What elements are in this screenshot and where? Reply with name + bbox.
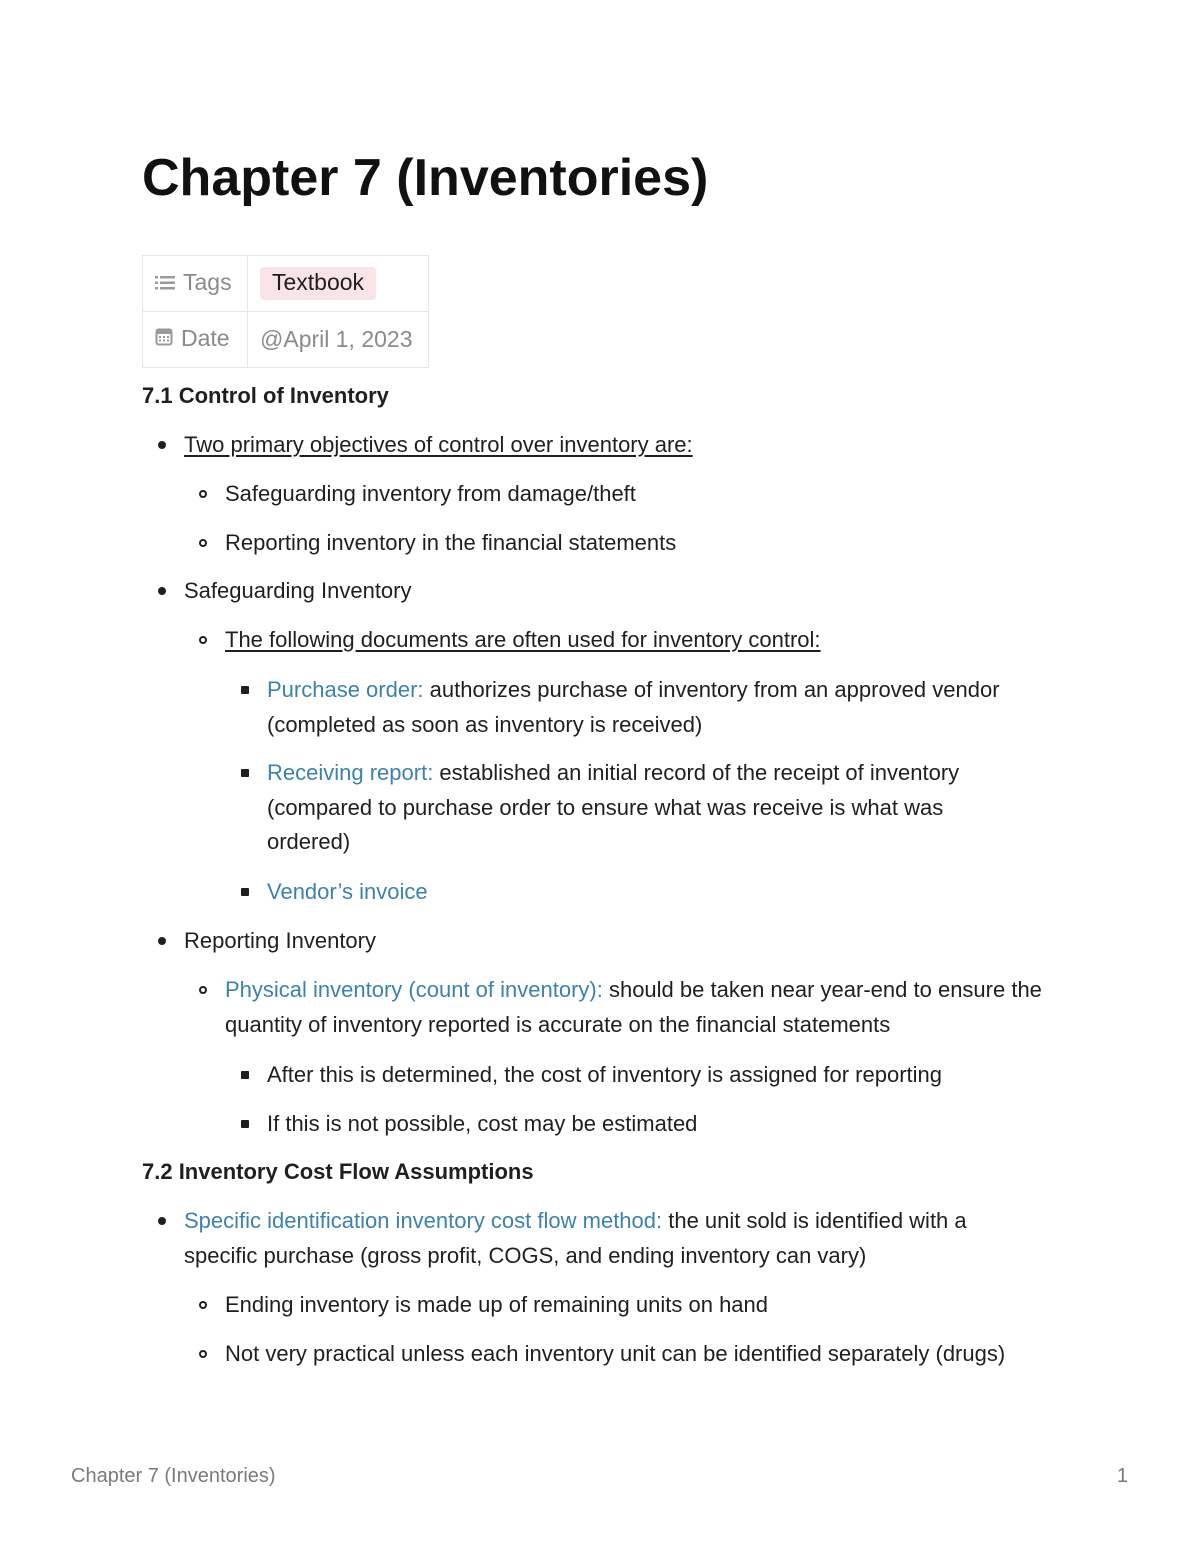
bullet-disc [158,587,166,595]
list-item [225,1337,1085,1372]
term-specific-identification: Specific identification inventory cost flow method: [184,1208,663,1233]
page-title: Chapter 7 (Inventories) [142,149,709,207]
list-item-text: Safeguarding inventory from damage/theft [225,481,636,506]
date-value: @April 1, 2023 [260,326,413,352]
term-purchase-order: Purchase order: [267,677,424,702]
list-item-text: established an initial record of the receipt of inventory (compared to purchase order to ensure what was receive is what was ordered) [267,760,960,854]
list-item-text: Safeguarding Inventory [184,578,412,603]
term-physical-inventory: Physical inventory (count of inventory): [225,977,603,1002]
list-item [225,973,1060,1042]
list-item-text: Not very practical unless each inventory unit can be identified separately (drugs) [225,1341,1006,1366]
bullet-square [241,1120,249,1128]
tags-property-name [143,256,248,312]
list-item-text: Ending inventory is made up of remaining units on hand [225,1292,769,1317]
bullet-circle [199,636,207,644]
list-item [225,526,1085,561]
tag-badge[interactable]: Textbook [260,267,376,300]
bullet-circle [199,986,207,994]
list-item-text: the unit sold is identified with a specific purchase (gross profit, COGS, and ending inventory can vary) [184,1208,967,1268]
date-label: Date [181,325,230,352]
tags-property-row [143,256,429,312]
section-heading-control-of-inventory: 7.1 Control of Inventory [142,383,389,408]
list-item [184,924,1084,959]
bullet-square [241,888,249,896]
term-vendors-invoice: Vendor’s invoice [267,879,428,904]
list-item-text: If this is not possible, cost may be estimated [267,1111,698,1136]
date-property-name [143,312,248,368]
tags-label: Tags [183,269,232,296]
list-item-text: Two primary objectives of control over inventory are: [184,432,693,457]
bullet-disc [158,937,166,945]
list-item [225,477,1085,512]
date-property-value[interactable] [248,312,429,368]
list-item-text: The following documents are often used for inventory control: [225,627,821,652]
term-receiving-report: Receiving report: [267,760,434,785]
footer-title: Chapter 7 (Inventories) [71,1465,276,1487]
list-item-text: should be taken near year-end to ensure the quantity of inventory reported is accurate on the financial statements [225,977,1042,1037]
date-property-row [143,312,429,368]
bullet-square [241,686,249,694]
bullet-circle [199,1301,207,1309]
bullet-disc [158,441,166,449]
list-item [267,875,1057,910]
list-item-text: authorizes purchase of inventory from an approved vendor (completed as soon as inventory is received) [267,677,1000,737]
list-item [184,1204,1034,1273]
list-item [225,623,1085,658]
list-item [267,673,1057,742]
calendar-icon [155,325,173,352]
properties-table [142,255,429,368]
section-heading-cost-flow-assumptions: 7.2 Inventory Cost Flow Assumptions [142,1159,534,1184]
page-number: 1 [1116,1465,1128,1487]
list-item-text: After this is determined, the cost of inventory is assigned for reporting [267,1062,942,1087]
tags-property-value[interactable] [248,256,429,312]
list-item-text: Reporting inventory in the financial statements [225,530,677,555]
list-item [267,1107,1057,1142]
bullet-circle [199,539,207,547]
bullet-disc [158,1217,166,1225]
list-item [184,428,1084,463]
list-icon [155,269,175,296]
bullet-square [241,1071,249,1079]
list-item-text: Reporting Inventory [184,928,376,953]
bullet-circle [199,1350,207,1358]
bullet-circle [199,490,207,498]
bullet-square [241,769,249,777]
list-item [267,1058,1057,1093]
list-item [225,1288,1085,1323]
list-item [184,574,1084,609]
list-item [267,756,1012,860]
